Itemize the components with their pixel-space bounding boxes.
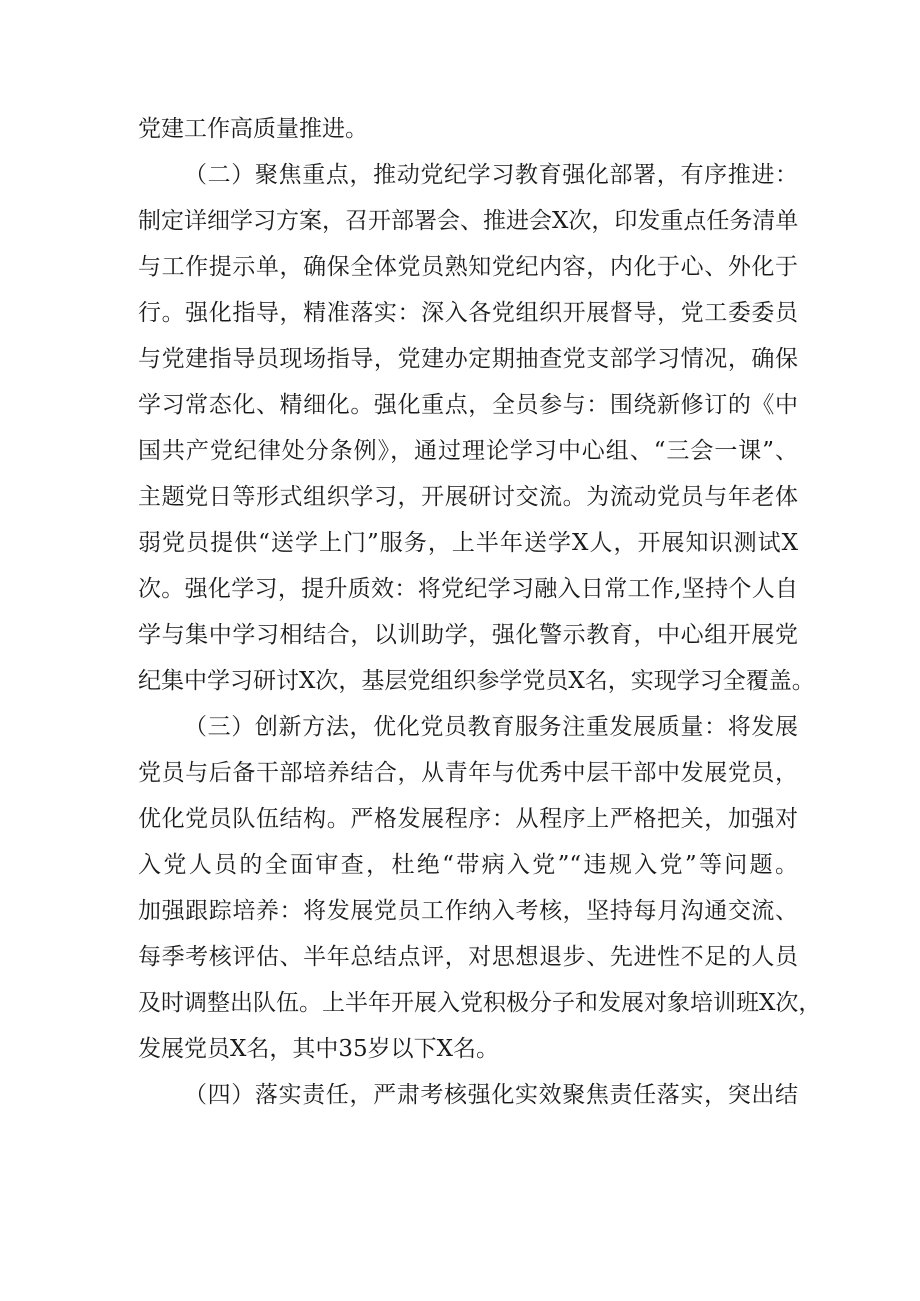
- paragraph-section-4: [138, 1072, 798, 1118]
- text-line: 次。强化学习，提升质效：将党纪学习融入日常工作,坚持个人自: [138, 576, 798, 602]
- text-line: 纪集中学习研讨X次，基层党组织参学党员X名，实现学习全覆盖。: [138, 668, 815, 694]
- text-line: 加强跟踪培养：将发展党员工作纳入考核，坚持每月沟通交流、: [138, 898, 798, 924]
- paragraph-section-3: [138, 704, 822, 1072]
- text-line: 与党建指导员现场指导，党建办定期抽查党支部学习情况，确保: [138, 346, 798, 372]
- text-line: （二）聚焦重点，推动党纪学习教育强化部署，有序推进：: [184, 162, 798, 188]
- text-line: 制定详细学习方案，召开部署会、推进会X次，印发重点任务清单: [138, 208, 799, 234]
- text-line: 党建工作高质量推进。: [138, 116, 368, 142]
- text-line: 与工作提示单，确保全体党员熟知党纪内容，内化于心、外化于: [138, 254, 798, 280]
- text-line: 学习常态化、精细化。强化重点，全员参与：围绕新修订的《中: [138, 392, 798, 418]
- text-line: 党员与后备干部培养结合，从青年与优秀中层干部中发展党员，: [138, 760, 798, 786]
- text-line: 主题党日等形式组织学习，开展研讨交流。为流动党员与年老体: [138, 484, 798, 510]
- text-line: 入党人员的全面审查，杜绝“带病入党”“违规入党”等问题。: [138, 852, 798, 878]
- text-line: 及时调整出队伍。上半年开展入党积极分子和发展对象培训班X次，: [138, 990, 822, 1016]
- paragraph-continuation: [138, 106, 798, 152]
- text-line: 发展党员X名，其中35岁以下X名。: [138, 1036, 500, 1062]
- text-line: 优化党员队伍结构。严格发展程序：从程序上严格把关，加强对: [138, 806, 798, 832]
- text-line: 每季考核评估、半年总结点评，对思想退步、先进性不足的人员: [138, 944, 798, 970]
- text-line: 学与集中学习相结合，以训助学，强化警示教育，中心组开展党: [138, 622, 798, 648]
- text-line: 国共产党纪律处分条例》，通过理论学习中心组、“三会一课”、: [138, 438, 798, 464]
- text-line: （三）创新方法，优化党员教育服务注重发展质量：将发展: [184, 714, 798, 740]
- text-line: 行。强化指导，精准落实：深入各党组织开展督导，党工委委员: [138, 300, 798, 326]
- paragraph-section-2: [138, 152, 815, 704]
- text-line: （四）落实责任，严肃考核强化实效聚焦责任落实，突出结: [184, 1082, 798, 1108]
- document-body: [138, 106, 822, 1118]
- text-line: 弱党员提供“送学上门”服务，上半年送学X人，开展知识测试X: [138, 530, 798, 556]
